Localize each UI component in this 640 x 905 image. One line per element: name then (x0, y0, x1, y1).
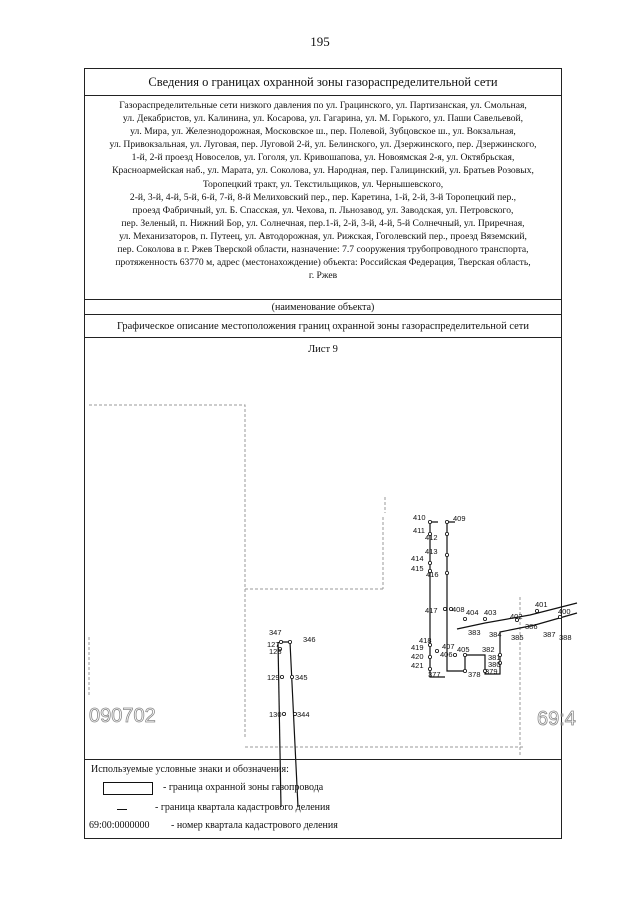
point-marker (463, 617, 466, 620)
point-label: 388 (559, 633, 572, 642)
legend-heading: Используемые условные знаки и обозначения: (91, 764, 289, 775)
point-label: 128 (269, 647, 282, 656)
point-marker (443, 607, 446, 610)
graphic-description-title: Графическое описание местоположения границ охранной зоны газораспределительной сети (85, 315, 561, 338)
point-label: 401 (535, 600, 548, 609)
point-marker (535, 609, 538, 612)
quarter-boundary-symbol (117, 809, 127, 810)
point-label: 344 (297, 710, 310, 719)
point-label: 411 (413, 526, 425, 535)
quarter-boundary-line (89, 405, 245, 737)
point-label: 407 (442, 642, 455, 651)
point-label: 420 (411, 652, 424, 661)
point-label: 347 (269, 628, 282, 637)
point-label: 345 (295, 673, 308, 682)
point-label: 385 (511, 633, 524, 642)
document-title: Сведения о границах охранной зоны газораспределительной сети (85, 69, 561, 96)
point-label: 400 (558, 607, 571, 616)
point-label: 380 (488, 660, 501, 669)
quarter-number-label: - номер квартала кадастрового деления (171, 820, 338, 831)
point-label: 130 (269, 710, 282, 719)
legend-zone-row (85, 782, 561, 796)
description-line: г. Ржев (308, 270, 338, 282)
point-label: 408 (452, 605, 465, 614)
point-label: 127 (267, 640, 280, 649)
point-label: 417 (425, 606, 438, 615)
point-label: 416 (426, 570, 439, 579)
description-line: протяженность 63770 м, адрес (местонахождение) объекта: Российская Федерация, Тверская область, (115, 257, 531, 269)
point-label: 410 (413, 513, 426, 522)
point-marker (445, 571, 448, 574)
point-label: 346 (303, 635, 316, 644)
point-marker (483, 617, 486, 620)
page-number: 195 (310, 34, 330, 49)
point-label: 387 (543, 630, 556, 639)
point-label: 404 (466, 608, 479, 617)
description-line: Торопецкий тракт, ул. Текстильщиков, ул. Чернышевского, (202, 178, 444, 190)
legend (85, 759, 561, 840)
point-label: 386 (525, 622, 538, 631)
point-label: 129 (267, 673, 280, 682)
point-label: 412 (425, 533, 438, 542)
point-label: 413 (425, 547, 438, 556)
point-label: 421 (411, 661, 424, 670)
point-label: 406 (440, 650, 453, 659)
description-line: проезд Фабричный, ул. Б. Спасская, ул. Чехова, п. Льнозавод, ул. Заводская, ул. Петровского, (132, 204, 514, 216)
point-label: 414 (411, 554, 424, 563)
point-marker (445, 520, 448, 523)
object-description (85, 96, 561, 299)
point-label: 382 (482, 645, 495, 654)
description-line: Красноармейская наб., ул. Марата, ул. Соколова, ул. Народная, пер. Галицинский, ул. Братьев Розовых, (112, 165, 534, 177)
point-marker (280, 675, 283, 678)
point-label: 402 (510, 612, 523, 621)
point-marker (288, 640, 291, 643)
point-label: 384 (489, 630, 502, 639)
point-marker (445, 553, 448, 556)
point-marker (428, 655, 431, 658)
description-line: Газораспределительные сети низкого давления по ул. Грацинского, ул. Партизанская, ул. Смольная, (119, 100, 527, 111)
point-label: 383 (468, 628, 481, 637)
point-marker (435, 649, 438, 652)
description-line: 1-й, 2-й проезд Новоселов, ул. Гоголя, ул. Кривошапова, ул. Новоямская 2-я, ул. Октябрьская, (131, 152, 515, 164)
description-line: ул. Механизаторов, п. Путеец, ул. Автодорожная, ул. Рижская, Гоголевский пер., проезд Вяземский, (119, 230, 527, 242)
point-label: 403 (484, 608, 497, 617)
description-line: ул. Мира, ул. Железнодорожная, Московское ш., пер. Полевой, Зубцовское ш., ул. Вокзальная, (130, 126, 516, 138)
zone-boundary-label: - граница охранной зоны газопровода (163, 782, 324, 793)
quarter-boundary-label: - граница квартала кадастрового деления (155, 802, 330, 813)
point-label: 377 (428, 670, 441, 679)
cadastral-map (85, 337, 576, 759)
document-frame (84, 68, 576, 839)
point-marker (445, 532, 448, 535)
sheet-number: Лист 9 (308, 344, 338, 355)
object-name-caption: (наименование объекта) (85, 299, 561, 315)
description-line: ул. Декабристов, ул. Калинина, ул. Косарова, ул. Гагарина, ул. М. Горького, ул. Паши Савельевой, (122, 113, 524, 125)
point-marker (282, 712, 285, 715)
point-label: 419 (411, 643, 424, 652)
description-line: 2-й, 3-й, 4-й, 5-й, 6-й, 7-й, 8-й Мелиховский пер., пер. Каретина, 1-й, 2-й, 3-й Торопецкий пер., (129, 191, 517, 203)
point-label: 418 (419, 636, 432, 645)
legend-number-row (85, 820, 561, 834)
point-marker (463, 669, 466, 672)
point-label: 409 (453, 514, 466, 523)
point-label: 381 (488, 653, 501, 662)
point-marker (428, 561, 431, 564)
point-label: 415 (411, 564, 424, 573)
cadastral-number-right: 69:4 (537, 708, 576, 730)
point-label: 378 (468, 670, 481, 679)
description-line: пер. Зеленый, п. Нижний Бор, ул. Солнечная, пер.1-й, 2-й, 3-й, 4-й, 5-й Солнечный, ул. Приречная, (121, 217, 525, 229)
description-line: ул. Привокзальная, ул. Луговая, пер. Луговой 2-й, ул. Белинского, ул. Дзержинского, пер. Дзержинского, (109, 139, 537, 151)
point-marker (428, 520, 431, 523)
map-drawing (85, 337, 576, 759)
quarter-number-sample: 69:00:0000000 (89, 820, 150, 831)
legend-quarter-row (85, 802, 561, 816)
point-label: 379 (485, 667, 498, 676)
cadastral-number-left: 090702 (89, 705, 156, 727)
point-marker (290, 675, 293, 678)
description-line: пер. Соколова в г. Ржев Тверской области, назначение: 7.7 сооружения трубопроводного транспорта, (117, 244, 529, 256)
point-label: 405 (457, 645, 470, 654)
zone-boundary-symbol (103, 782, 153, 795)
point-marker (279, 640, 282, 643)
